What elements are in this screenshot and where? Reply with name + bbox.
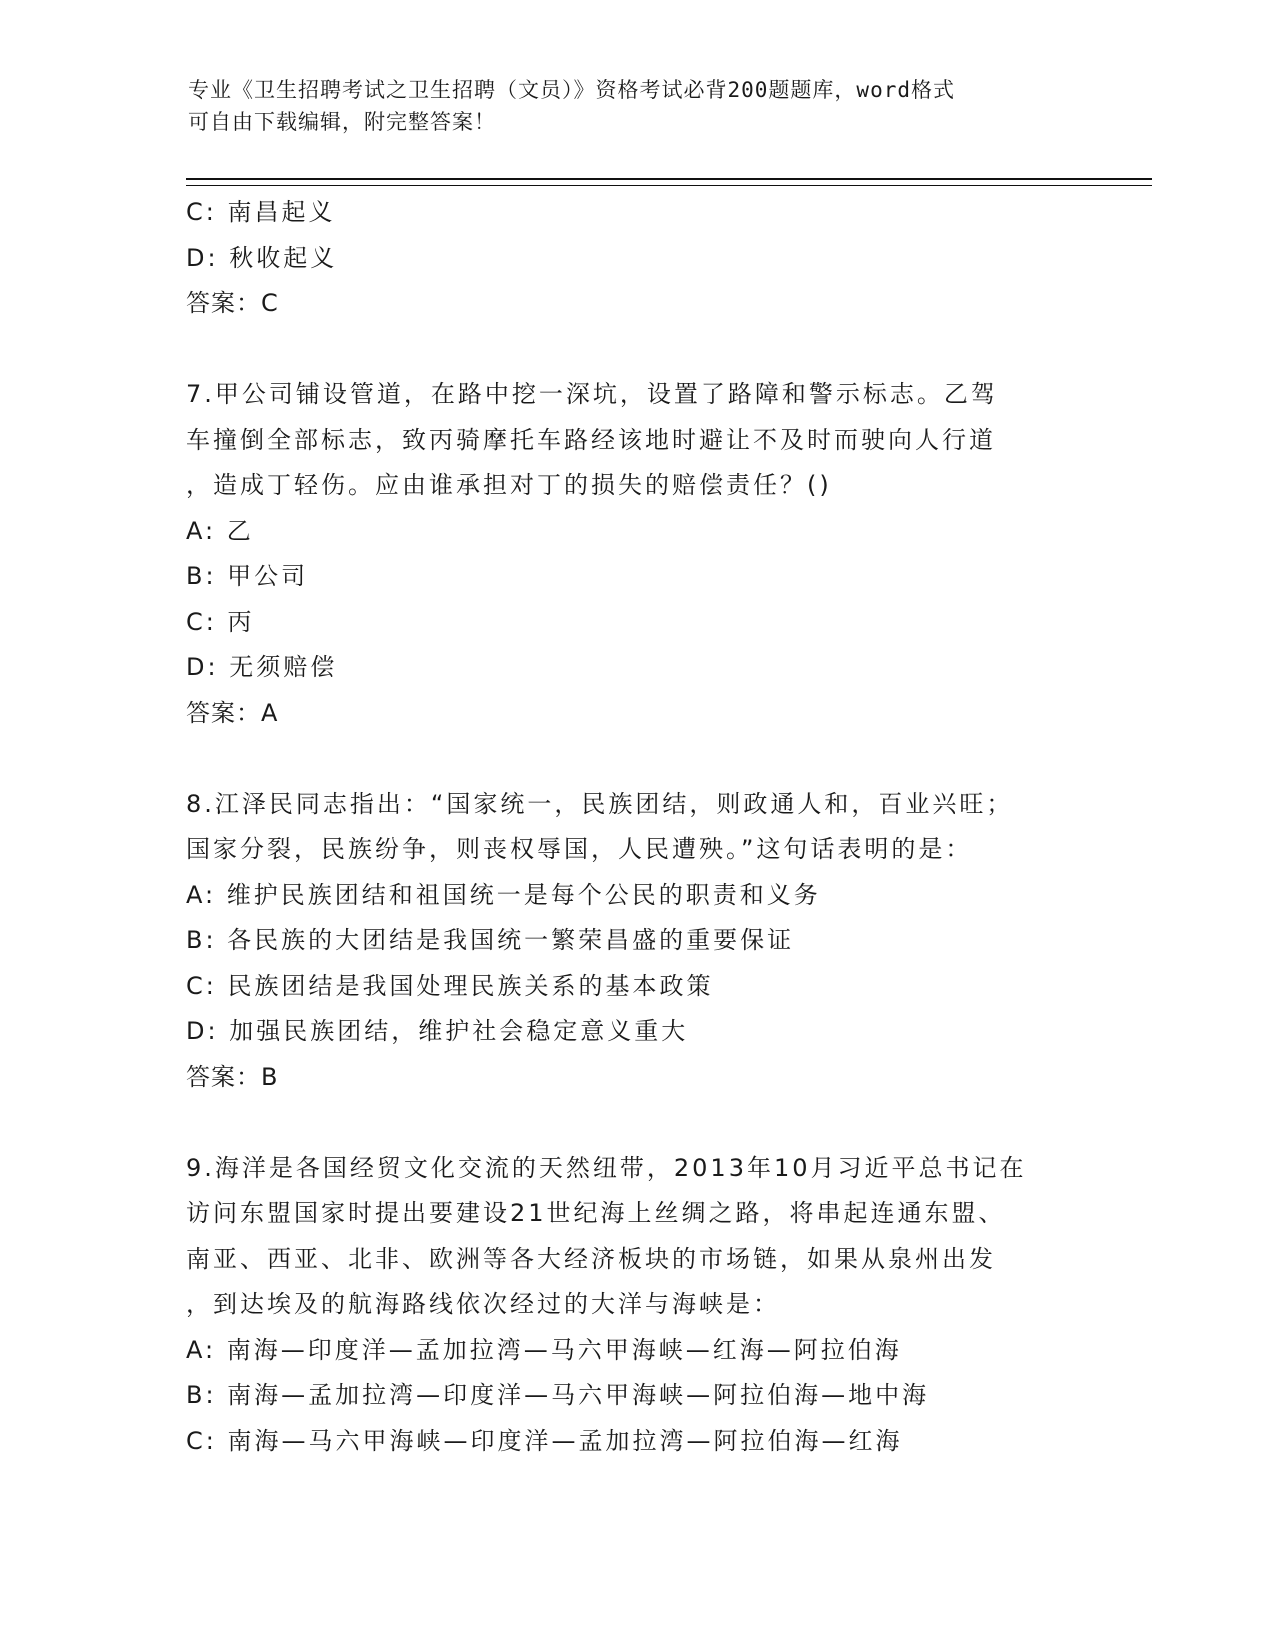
question-text-line: 国家分裂，民族纷争，则丧权辱国，人民遭殃。”这句话表明的是： xyxy=(186,835,973,863)
option-b: B: 南海—孟加拉湾—印度洋—马六甲海峡—阿拉伯海—地中海 xyxy=(186,1381,930,1409)
question-7 xyxy=(186,372,1086,736)
question-text-line: 访问东盟国家时提出要建设21世纪海上丝绸之路，将串起连通东盟、 xyxy=(186,1199,1006,1227)
question-text-line: 8.江泽民同志指出：“国家统一，民族团结，则政通人和，百业兴旺； xyxy=(186,789,1014,818)
answer-line: 答案：B xyxy=(186,1062,279,1091)
option-b: B: 各民族的大团结是我国统一繁荣昌盛的重要保证 xyxy=(186,926,795,954)
question-text-line: 南亚、西亚、北非、欧洲等各大经济板块的市场链，如果从泉州出发 xyxy=(186,1244,996,1273)
option-line: C: 南昌起义 xyxy=(186,198,336,226)
question-text-line: ，造成丁轻伤。应由谁承担对丁的损失的赔偿责任？() xyxy=(186,471,832,499)
document-header xyxy=(188,74,1088,138)
spacer xyxy=(186,736,1086,782)
option-a: A: 维护民族团结和祖国统一是每个公民的职责和义务 xyxy=(186,880,821,909)
option-d: D: 加强民族团结，维护社会稳定意义重大 xyxy=(186,1017,689,1045)
answer-line: 答案：A xyxy=(186,698,279,727)
question-text-line: ，到达埃及的航海路线依次经过的大洋与海峡是： xyxy=(186,1290,780,1318)
option-line: D: 秋收起义 xyxy=(186,243,338,272)
question-8 xyxy=(186,782,1086,1101)
header-line-1: 专业《卫生招聘考试之卫生招聘（文员）》资格考试必背200题题库，word格式 xyxy=(188,78,955,102)
option-a: A: 乙 xyxy=(186,516,254,545)
spacer xyxy=(186,1100,1086,1146)
question-content xyxy=(186,190,1086,1464)
question-text-line: 车撞倒全部标志，致丙骑摩托车路经该地时避让不及时而驶向人行道 xyxy=(186,425,996,454)
option-c: C: 民族团结是我国处理民族关系的基本政策 xyxy=(186,971,714,1000)
option-a: A: 南海—印度洋—孟加拉湾—马六甲海峡—红海—阿拉伯海 xyxy=(186,1335,902,1364)
question-text-line: 7.甲公司铺设管道，在路中挖一深坑，设置了路障和警示标志。乙驾 xyxy=(186,380,998,408)
header-divider xyxy=(186,178,1152,186)
option-c: C: 丙 xyxy=(186,607,255,636)
option-c: C: 南海—马六甲海峡—印度洋—孟加拉湾—阿拉伯海—红海 xyxy=(186,1426,903,1455)
answer-line: 答案：C xyxy=(186,289,279,317)
spacer xyxy=(186,327,1086,373)
question-text-line: 9.海洋是各国经贸文化交流的天然纽带，2013年10月习近平总书记在 xyxy=(186,1153,1027,1182)
option-d: D: 无须赔偿 xyxy=(186,653,338,681)
question-9 xyxy=(186,1146,1086,1465)
option-b: B: 甲公司 xyxy=(186,562,309,590)
header-line-2: 可自由下载编辑，附完整答案！ xyxy=(188,110,496,134)
